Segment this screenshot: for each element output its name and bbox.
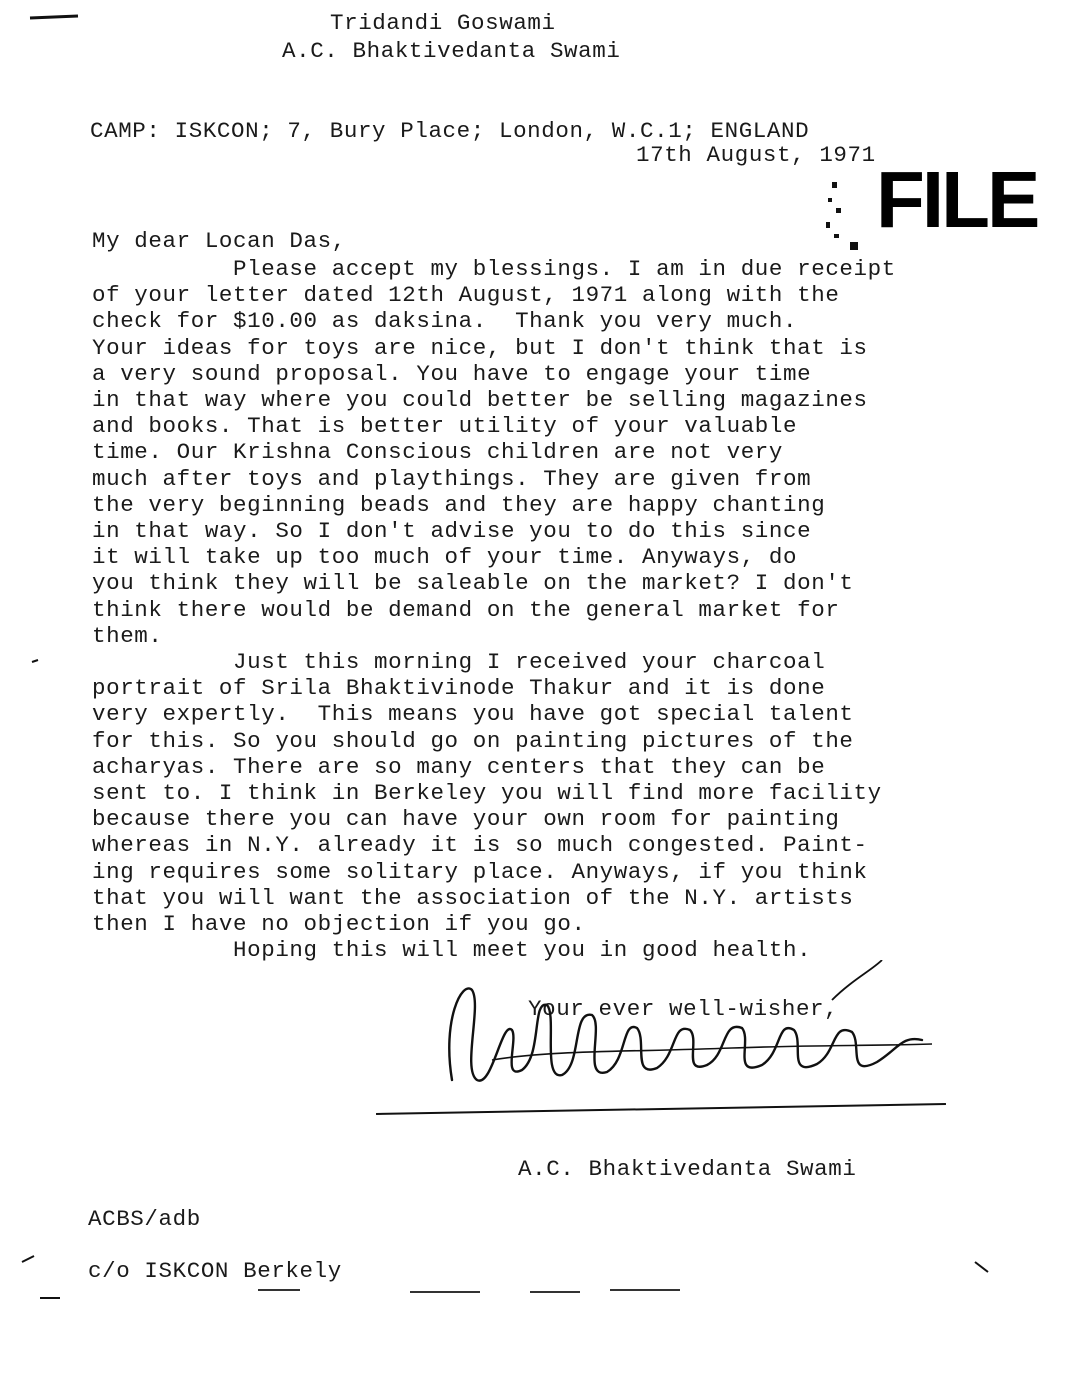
body-line: in that way. So I don't advise you to do this since <box>92 518 812 544</box>
letterhead-title: Tridandi Goswami <box>330 10 556 36</box>
sender-address: CAMP: ISKCON; 7, Bury Place; London, W.C.1; ENGLAND <box>90 118 810 144</box>
letterhead-name: A.C. Bhaktivedanta Swami <box>282 38 621 64</box>
typed-signature: A.C. Bhaktivedanta Swami <box>518 1156 857 1182</box>
body-line: because there you can have your own room for painting <box>92 806 840 833</box>
body-line: very expertly. This means you have got special talent <box>92 701 854 728</box>
body-line: think there would be demand on the general market for <box>92 596 840 623</box>
body-line: in that way where you could better be selling magazines <box>92 387 868 413</box>
body-line: that you will want the association of the N.Y. artists <box>92 884 854 911</box>
body-line: portrait of Srila Bhaktivinode Thakur and it is done <box>92 675 826 702</box>
body-line: much after toys and playthings. They are given from <box>92 465 812 492</box>
body-line: Just this morning I received your charcoal <box>92 649 826 675</box>
body-line: Please accept my blessings. I am in due receipt <box>92 256 896 282</box>
letter-date: 17th August, 1971 <box>636 142 876 168</box>
handwritten-signature <box>432 960 952 1110</box>
salutation: My dear Locan Das, <box>92 228 346 254</box>
carbon-copy-line: c/o ISKCON Berkely <box>88 1258 342 1284</box>
body-line: Your ideas for toys are nice, but I don't think that is <box>92 334 868 361</box>
body-line: of your letter dated 12th August, 1971 along with the <box>92 282 840 309</box>
body-line: them. <box>92 622 163 649</box>
body-line: sent to. I think in Berkeley you will find more facility <box>92 780 882 806</box>
body-line: Hoping this will meet you in good health. <box>92 937 812 964</box>
body-line: for this. So you should go on painting pictures of the <box>92 727 854 754</box>
body-line: time. Our Krishna Conscious children are not very <box>92 439 784 466</box>
closing: Your ever well-wisher, <box>528 996 839 1022</box>
body-line: you think they will be saleable on the market? I don't <box>92 570 854 597</box>
body-line: check for $10.00 as daksina. Thank you very much. <box>92 308 798 335</box>
body-line: acharyas. There are so many centers that they can be <box>92 753 826 780</box>
body-line: ing requires some solitary place. Anyways, if you think <box>92 858 868 885</box>
body-line: whereas in N.Y. already it is so much congested. Paint- <box>92 832 868 859</box>
body-line: the very beginning beads and they are happy chanting <box>92 491 826 518</box>
file-stamp: FILE <box>876 155 1038 244</box>
body-line: a very sound proposal. You have to engage your time <box>92 360 812 387</box>
stamp-speckles <box>822 178 862 258</box>
body-line: and books. That is better utility of your valuable <box>92 413 798 440</box>
reference-initials: ACBS/adb <box>88 1206 201 1232</box>
body-line: it will take up too much of your time. Anyways, do <box>92 544 798 571</box>
body-line: then I have no objection if you go. <box>92 911 586 937</box>
